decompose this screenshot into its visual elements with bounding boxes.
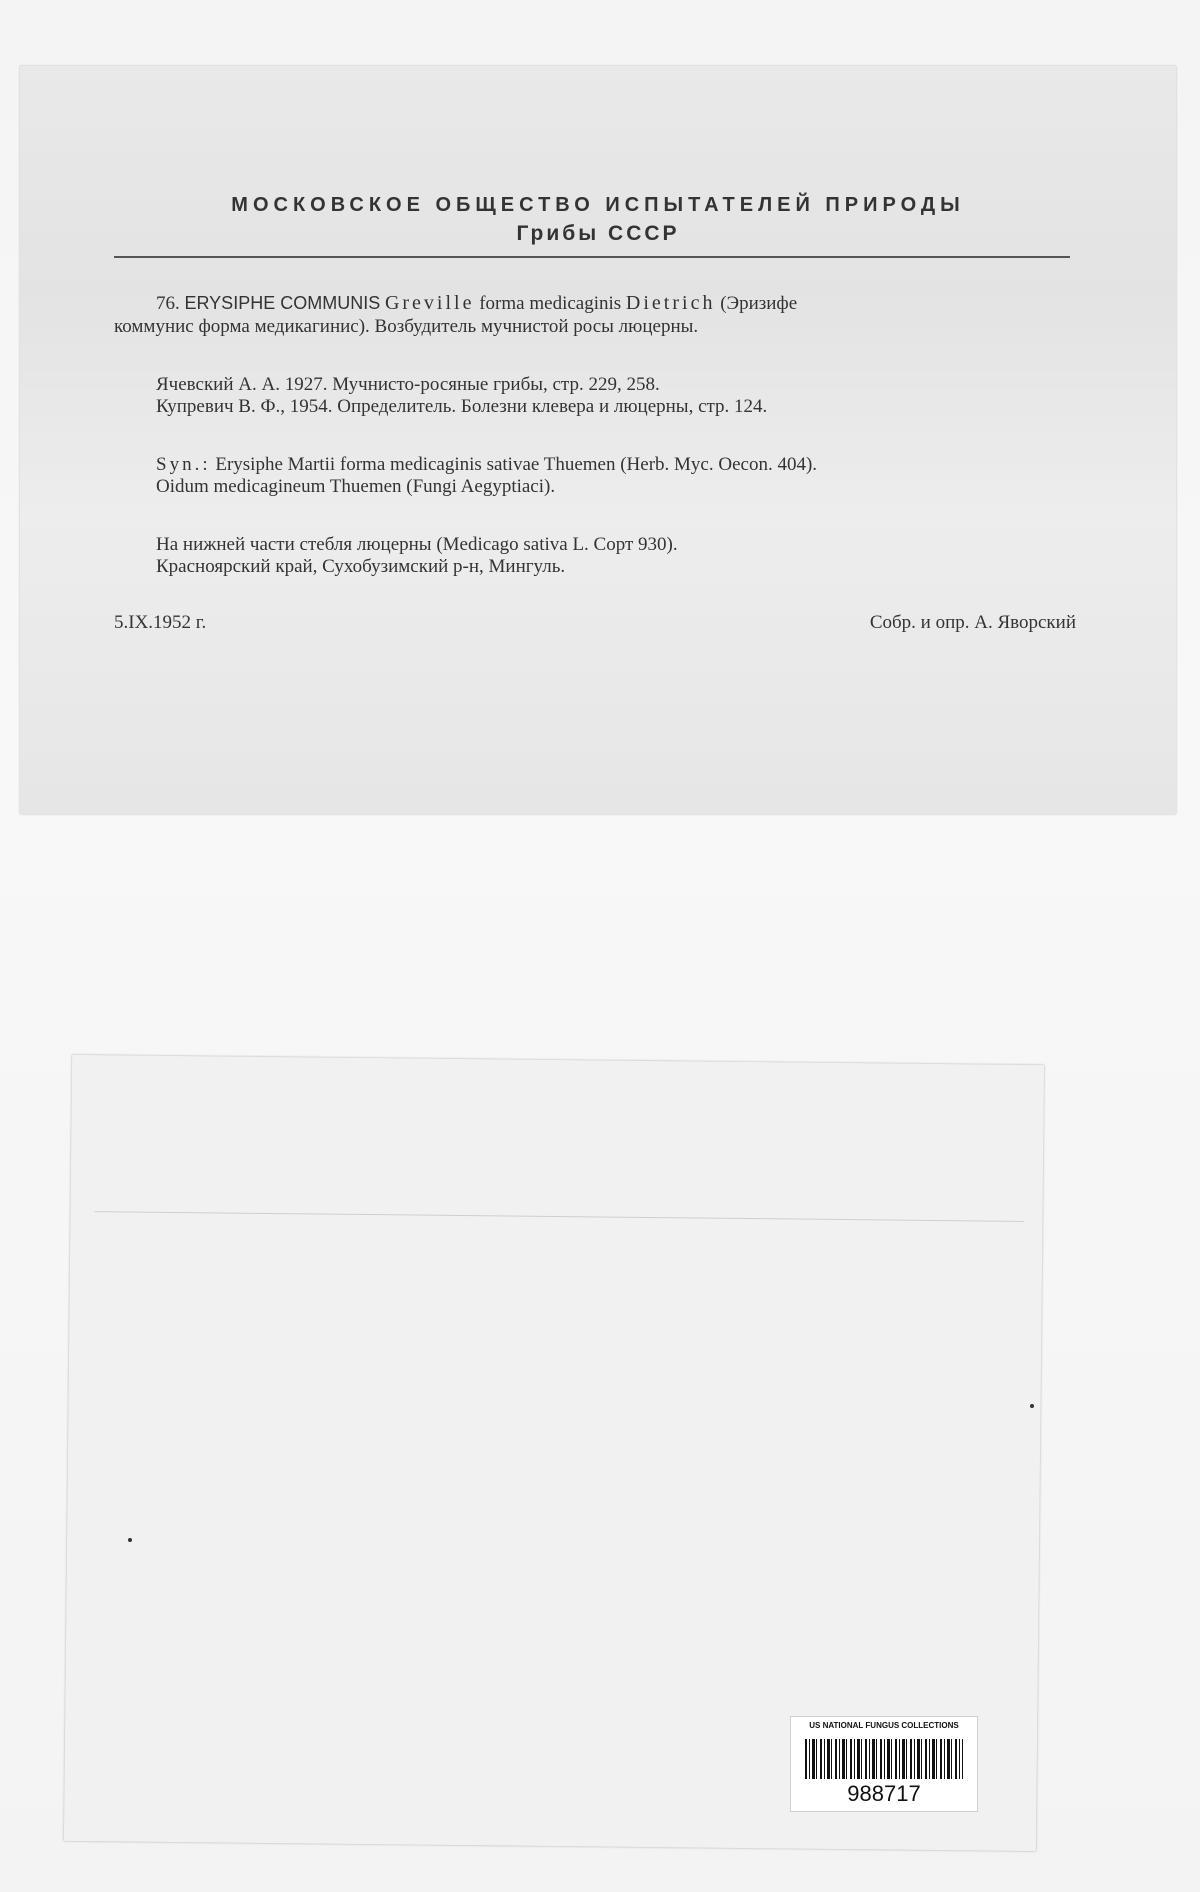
label-header-series: Грибы СССР: [516, 222, 680, 245]
habitat-locality: Красноярский край, Сухобузимский р-н, Мингуль.: [156, 556, 566, 577]
species-number: 76.: [156, 293, 180, 314]
species-common-name: коммунис форма медикагинис). Возбудитель мучнистой росы люцерны.: [114, 316, 699, 337]
synonym-line-1: [156, 454, 817, 476]
species-name: ERYSIPHE COMMUNIS: [184, 293, 381, 313]
envelope-flap: [94, 1055, 1026, 1222]
header-divider: [114, 256, 1070, 258]
barcode-title: US NATIONAL FUNGUS COLLECTIONS: [809, 1721, 959, 1730]
reference-2: Купревич В. Ф., 1954. Определитель. Болезни клевера и люцерны, стр. 124.: [156, 396, 768, 417]
synonym-2: Oidum medicagineum Thuemen (Fungi Aegyptiaci).: [156, 476, 556, 497]
species-line: [156, 292, 797, 315]
species-forma-author: Dietrich: [625, 292, 716, 314]
reference-1: Ячевский А. А. 1927. Мучнисто-росяные грибы, стр. 229, 258.: [156, 374, 660, 395]
species-common-start: (Эризифе: [720, 293, 798, 314]
barcode-label: [790, 1716, 978, 1812]
species-author: Greville: [384, 292, 475, 314]
synonym-label: Syn.:: [156, 454, 211, 475]
barcode-number: 988717: [847, 1781, 921, 1806]
species-forma: forma medicaginis: [479, 293, 622, 314]
collector-note: Собр. и опр. А. Яворский: [869, 612, 1076, 633]
speck-mark: [128, 1538, 132, 1542]
collection-date: 5.IX.1952 г.: [114, 612, 207, 633]
habitat-host: На нижней части стебля люцерны (Medicago sativa L. Сорт 930).: [156, 534, 678, 555]
speck-mark: [1030, 1404, 1034, 1408]
specimen-label: [20, 66, 1176, 814]
synonym-1: Erysiphe Martii forma medicaginis sativae Thuemen (Herb. Myc. Oecon. 404).: [215, 454, 818, 475]
label-header-society: МОСКОВСКОЕ ОБЩЕСТВО ИСПЫТАТЕЛЕЙ ПРИРОДЫ: [231, 194, 965, 216]
barcode-bars: [805, 1739, 963, 1779]
